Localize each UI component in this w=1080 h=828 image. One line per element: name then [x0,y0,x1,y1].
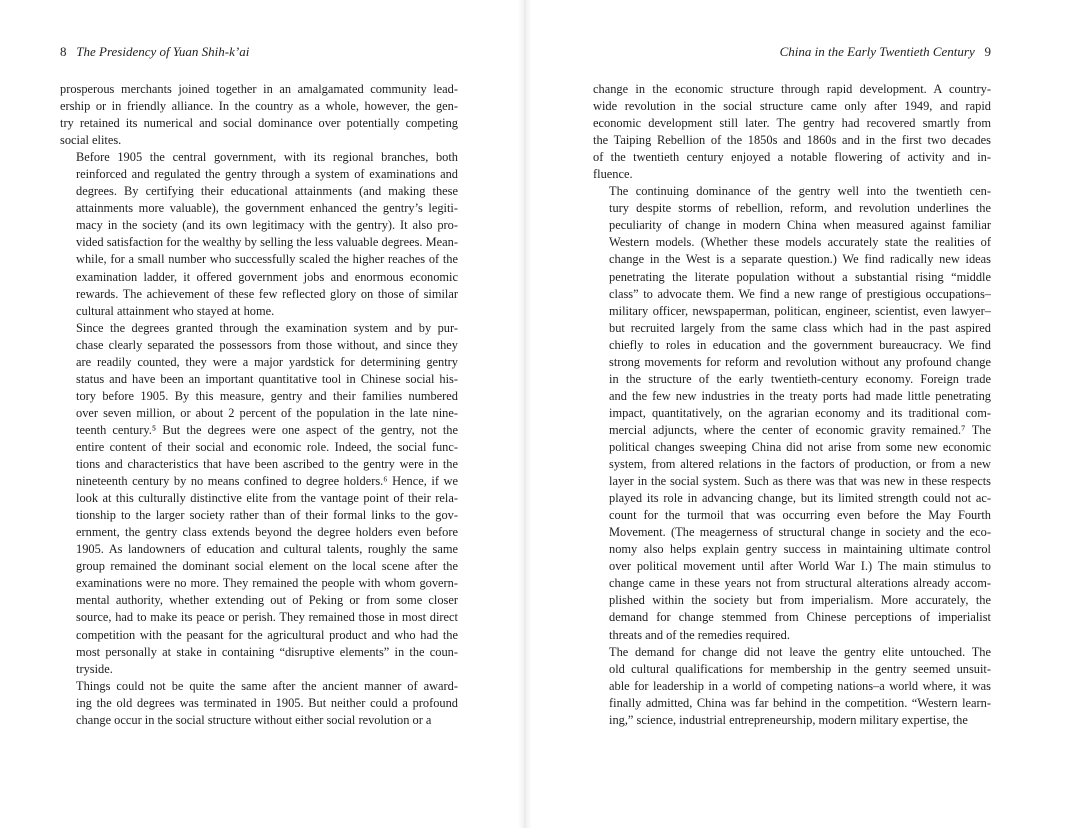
text-line: Things could not be quite the same after the ancient manner of award- [76,678,458,693]
text-line: vided satisfaction for the wealthy by selling the less valuable degrees. Mean- [76,235,458,250]
left-page [0,0,518,828]
text-line: status and have been an important quantitative tool in Chinese social his- [76,371,458,386]
text-line: wide revolution in the social structure came only after 1949, and rapid [593,99,991,114]
text-line: Movement. (The meagerness of structural change in society and the eco- [609,525,991,540]
paragraph [593,183,991,643]
text-line: system, from altered relations in the factors of production, or from a new [609,457,991,472]
text-line: plished within the society but from imperialism. More accurately, the [609,593,991,608]
text-line: ernment, the gentry class extends beyond the degree holders even before [76,525,458,540]
text-line: change occur in the social structure without either social revolution or a [76,712,432,727]
text-line: rewards. The achievement of these few reflected glory on those of similar [76,286,458,301]
text-line: prosperous merchants joined together in an amalgamated community lead- [60,82,458,96]
text-line: of the twentieth century enjoyed a notable flowering of activity and in- [593,150,991,165]
right-page-body [593,81,991,729]
text-line: military officer, newspaperman, politican, engineer, scientist, even lawyer– [609,303,991,318]
right-page-header [780,44,991,60]
text-line: ing,” science, industrial entrepreneurship, modern military expertise, the [609,712,968,727]
text-line: Before 1905 the central government, with its regional branches, both [76,150,458,165]
text-line: able for leadership in a world of competing nations–a world where, it was [609,678,991,693]
paragraph [60,678,458,729]
text-line: over political movement until after World War I.) The main stimulus to [609,559,991,574]
left-page-header [60,44,249,60]
right-page [532,0,1080,828]
text-line: chiefly to roles in education and the government bureaucracy. We find [609,337,991,352]
text-line: tions and characteristics that have been ascribed to the gentry were in the [76,457,458,472]
text-line: group remained the dominant social element on the local scene after the [76,559,458,574]
right-page-number: 9 [984,44,991,59]
text-line: impact, quantitatively, on the agrarian economy and its traditional com- [609,405,991,420]
text-line: degrees. By certifying their educational attainments (and making these [76,184,458,199]
text-line: teenth century.⁵ But the degrees were one aspect of the gentry, not the [76,422,458,437]
text-line: economic development still later. The gentry had recovered smartly from [593,116,991,131]
text-line: cultural attainment who stayed at home. [76,303,275,318]
text-line: tryside. [76,661,113,676]
text-line: old cultural qualifications for membership in the gentry seemed unsuit- [609,661,991,676]
text-line: macy in the society (and its own legitimacy with the gentry). It also pro- [76,218,458,233]
text-line: layer in the social system. Such as there was that was new in these respects [609,474,991,489]
text-line: tury despite storms of rebellion, reform, and revolution underlines the [609,201,991,216]
text-line: mercial adjuncts, where the center of economic gravity remained.⁷ The [609,422,991,437]
left-page-number: 8 [60,44,67,59]
text-line: in the structure of the early twentieth-century economy. Foreign trade [609,371,991,386]
book-gutter [518,0,532,828]
text-line: The continuing dominance of the gentry well into the twentieth cen- [609,184,991,199]
text-line: over seven million, or about 2 percent of the population in the late nine- [76,405,458,420]
text-line: most personally at stake in containing “disruptive elements” in the coun- [76,644,458,659]
text-line: fluence. [593,167,633,182]
text-line: political changes sweeping China did not arise from some new economic [609,439,991,454]
text-line: played its role in advancing change, but its limited strength could not ac- [609,491,991,506]
text-line: mental authority, whether extending out of Peking or from some closer [76,593,458,608]
text-line: competition with the peasant for the agricultural product and who had the [76,627,458,642]
text-line: but recruited largely from the same class which had in the past aspired [609,320,991,335]
text-line: reinforced and regulated the gentry through a system of examinations and [76,167,458,182]
text-line: while, for a small number who successfully scaled the higher reaches of the [76,252,458,267]
text-line: peculiarity of change in modern China when measured against familiar [609,218,991,233]
text-line: and the few new industries in the treaty ports had made little penetrating [609,388,991,403]
text-line: examinations were no more. They remained the people with whom govern- [76,576,458,591]
text-line: change in the West is a separate question.) We find radically new ideas [609,252,991,267]
left-page-body [60,81,458,729]
text-line: try retained its numerical and social dominance over potentially competing [60,116,458,131]
text-line: change came in these years not from structural alterations already accom- [609,576,991,591]
text-line: entire content of their social and economic role. Indeed, the social func- [76,439,458,454]
text-line: nineteenth century by no means confined to degree holders.⁶ Hence, if we [76,474,458,489]
text-line: strong movements for reform and revolution without any profound change [609,354,991,369]
text-line: ership or in friendly alliance. In the country as a whole, however, the gen- [60,99,458,114]
text-line: social elites. [60,133,122,148]
text-line: class” to advocate them. We find a new range of prestigious occupations– [609,286,991,301]
left-running-title: The Presidency of Yuan Shih-k’ai [76,44,250,59]
text-line: demand for change stemmed from Chinese perceptions of imperialist [609,610,991,625]
text-line: tory before 1905. By this measure, gentry and their families numbered [76,388,458,403]
text-line: attainments more valuable), the government enhanced the gentry’s legiti- [76,201,458,216]
text-line: chase clearly separated the possessors from those without, and since they [76,337,458,352]
text-line: penetrating the literate population without a substantial rising “middle [609,269,991,284]
text-line: tionship to the larger society rather than of their formal links to the gov- [76,508,458,523]
paragraph [60,81,458,149]
text-line: finally admitted, China was far behind in the competition. “Western learn- [609,695,991,710]
text-line: 1905. As landowners of education and cultural talents, roughly the same [76,542,458,557]
right-running-title: China in the Early Twentieth Century [779,44,975,59]
text-line: are readily counted, they were a major yardstick for determining gentry [76,354,458,369]
text-line: the Taiping Rebellion of the 1850s and 1860s and in the first two decades [593,133,991,148]
text-line: count for the turmoil that was occurring even before the May Fourth [609,508,991,523]
text-line: Western models. (Whether these models accurately state the realities of [609,235,991,250]
text-line: Since the degrees granted through the examination system and by pur- [76,320,458,335]
text-line: threats and of the remedies required. [609,627,790,642]
text-line: look at this culturally distinctive elite from the vantage point of their rela- [76,491,458,506]
paragraph [60,149,458,319]
text-line: The demand for change did not leave the gentry elite untouched. The [609,644,991,659]
paragraph [593,644,991,729]
text-line: examination ladder, it offered government jobs and enormous economic [76,269,458,284]
text-line: change in the economic structure through rapid development. A country- [593,82,991,96]
paragraph [60,320,458,678]
text-line: nomy also helps explain gentry success in maintaining ultimate control [609,542,991,557]
paragraph [593,81,991,183]
text-line: ing the old degrees was terminated in 1905. But neither could a profound [76,695,458,710]
text-line: source, had to make its peace or perish. They remained those in most direct [76,610,458,625]
